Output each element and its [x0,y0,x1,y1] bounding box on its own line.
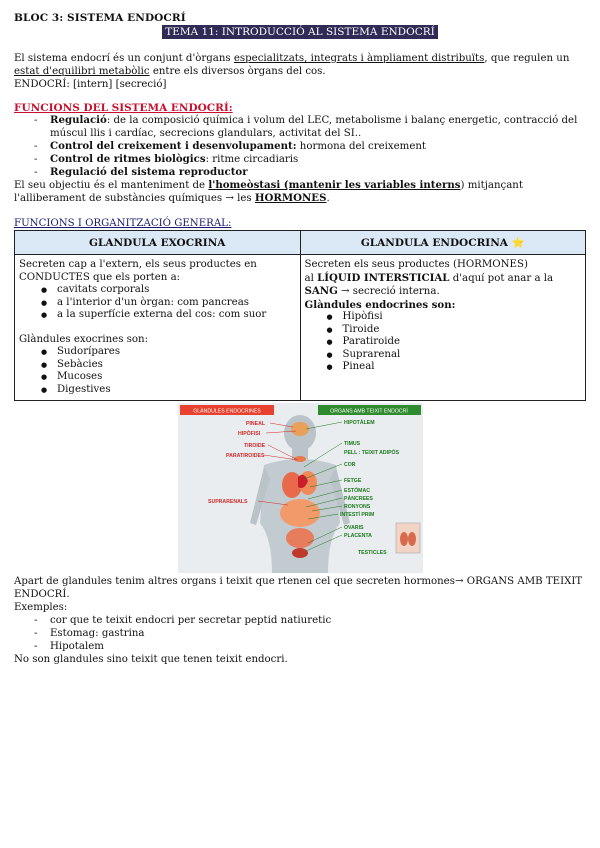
exo-targets [41,284,296,322]
closing-paragraph: No son glandules sino teixit que tenen teixit endocri. [14,654,288,665]
endo-detail [305,272,582,299]
list-item: ● Tiroide [327,324,582,337]
endo-text: al [304,272,318,284]
right-title: ORGANS AMB TEIXIT ENDOCRÍ [329,408,408,415]
objectiu-text: El seu objectiu és el manteniment de [14,180,209,191]
exocrina-cell [15,255,301,401]
label-ovaris: OVARIS [343,525,364,531]
list-item [34,114,586,140]
list-item: ● Pineal [327,361,582,374]
item-text: : ritme circadiaris [205,154,299,165]
item-bold: Regulació del sistema reproductor [50,166,248,178]
objectiu-text: . [326,193,330,204]
list-item: ● cavitats corporals [41,284,296,297]
intro-text: El sistema endocrí és un conjunt d'òrgans [14,53,234,64]
endocrine-diagram [178,403,423,573]
endo-text: → secreció interna. [337,286,440,297]
list-item [34,140,586,153]
endo-list-title: Glàndules endocrines son: [304,298,456,311]
label-testicles: TESTICLES [357,550,387,556]
endo-text: d'aquí pot anar a la [449,272,554,284]
star-icon: ⭐ [511,237,525,249]
list-item: ● Sudorípares [41,346,296,359]
label-fetge: FETGE [343,478,361,484]
list-item: - Hipotalem [34,640,586,653]
organs-paragraph: Apart de glandules tenim altres organs i teixit que rtenen cel que secreten hormones→ ORGANS AMB TEIXIT ENDOCRÍ. [14,576,583,600]
list-item: ● Digestives [41,384,296,397]
body-silhouette [250,415,350,573]
objectiu-text: ) mitjançant l'alliberament de substàncies químiques → les [14,180,523,204]
intro-paragraph [14,52,586,91]
intro-underline-2: estat d'equilibri metabòlic [14,66,150,77]
list-item: ● Mucoses [41,371,296,384]
item-text: : de la composició química i volum del LEC, metabolisme i balanç energetic, contracció del múscul llis i cardíac, secrecions glandulars, activitat del SI.. [50,115,578,139]
testicles-inset [396,523,420,553]
exo-intro: Secreten cap a l'extern, els seus productes en CONDUCTES que els porten a: [19,259,257,283]
endocrina-cell [300,255,586,401]
label-cor: COR [343,462,356,468]
label-timus: TIMUS [343,441,360,447]
item-text: hormona del creixement [296,141,427,152]
label-hipotalem: HIPOTÀLEM [343,420,375,426]
organitzacio-heading: FUNCIONS I ORGANITZACIÓ GENERAL: [14,218,232,229]
homeostasi-term: l'homeòstasi (mantenir les variables interns [208,179,461,191]
objectiu-paragraph [14,179,586,205]
label-pineal: PINEAL [245,421,265,427]
label-tiroide: TIROIDE [243,443,265,449]
sang-term: SANG [304,285,338,297]
col-exocrina-header [15,231,301,255]
list-item [34,153,586,166]
list-item [34,166,586,179]
endo-intro: Secreten els seus productes (HORMONES) [304,259,528,270]
label-pell: PELL : TEIXIT ADIPÓS [343,450,399,456]
item-bold: Control de ritmes biològics [50,153,206,165]
glandules-table [14,230,586,401]
col-title: GLANDULA EXOCRINA [89,236,226,249]
label-paratiroides: PARATIROIDES [225,453,264,459]
label-pancrees: PÀNCREES [343,496,373,502]
col-title: GLANDULA ENDOCRINA [360,237,508,249]
funcions-list [34,114,586,179]
bloc-title: BLOC 3: SISTEMA ENDOCRÍ [14,12,186,24]
list-item: ● Suprarenal [327,349,582,362]
tema-title: TEMA 11: INTRODUCCIÓ AL SISTEMA ENDOCRÍ [162,25,438,39]
tema-banner [14,25,586,39]
intro-underline-1: especialitzats, integrats i àmpliament distribuïts [233,53,485,64]
list-item: ● a l'interior d'un òrgan: com pancreas [41,297,296,310]
etymology: ENDOCRÍ: [intern] [secreció] [14,79,167,90]
list-item: ● Sebàcies [41,359,296,372]
col-endocrina-header [300,231,586,255]
list-item: ● Paratiroide [327,336,582,349]
liquid-term: LÍQUID INTERSTICIAL [317,271,450,284]
label-hipofisi: HIPÒFISI [237,431,260,437]
list-item: - cor que te teixit endocri per secretar peptid natiuretic [34,614,586,627]
list-item: - Estomag: gastrina [34,627,586,640]
intro-text: entre els diversos òrgans del cos. [149,66,326,77]
exo-list-title: Glàndules exocrines son: [19,333,149,345]
exo-list [41,346,296,396]
list-item: ● Hipòfisi [327,311,582,324]
label-placenta: PLACENTA [343,533,372,539]
exemples-list [34,614,586,653]
label-suprarenals: SUPRARENALS [207,499,247,505]
funcions-heading: FUNCIONS DEL SISTEMA ENDOCRÍ: [14,102,233,114]
hormones-term: HORMONES [254,192,327,204]
endo-list [327,311,582,374]
left-title: GLÀNDULES ENDOCRINES [192,408,261,415]
label-intesti-prim: INTESTÍ PRIM [339,512,374,518]
item-bold: Control del creixement i desenvolupament: [50,140,297,152]
list-item: ● a la superfície externa del cos: com suor [41,309,296,322]
item-bold: Regulació [50,114,107,126]
exemples-title: Exemples: [14,602,68,613]
endocrine-figure [178,403,423,573]
label-estomac: ESTÓMAC [343,488,370,494]
intro-text: , que regulen un [484,53,570,64]
label-ronyons: RONYONS [343,504,370,510]
